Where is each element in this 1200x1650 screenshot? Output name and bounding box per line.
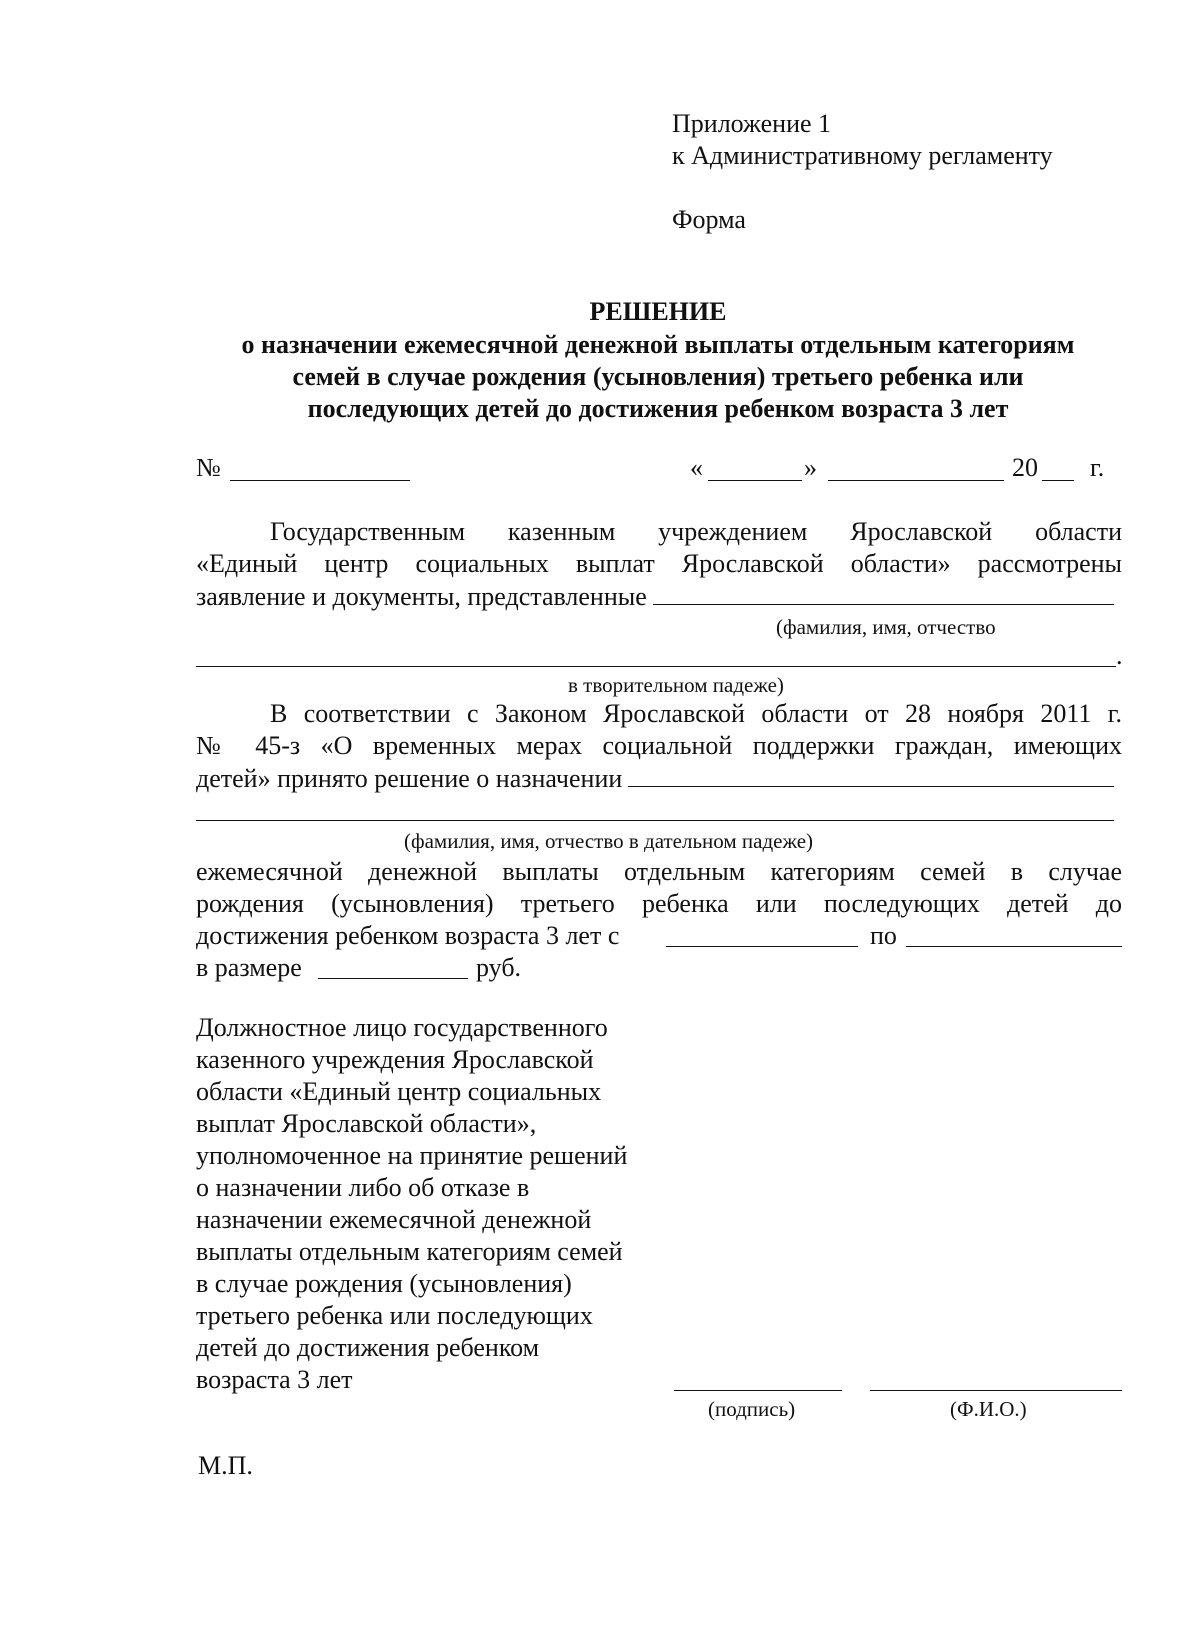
- official-line: о назначении либо об отказе в: [196, 1173, 530, 1202]
- quote-open: «: [690, 453, 703, 482]
- hint-instrumental-2: в творительном падеже): [568, 673, 784, 697]
- hint-dative: (фамилия, имя, отчество в дательном падеже): [404, 829, 814, 853]
- paragraph1-line-1: Государственным казенным учреждением Ярославской области: [270, 517, 1122, 546]
- year-field[interactable]: [1042, 480, 1074, 481]
- recipient-name-field-2[interactable]: [196, 820, 1114, 821]
- document-title: РЕШЕНИЕ: [589, 297, 727, 326]
- currency-label: руб.: [476, 953, 522, 982]
- year-suffix: г.: [1090, 453, 1105, 482]
- official-line: казенного учреждения Ярославской: [196, 1045, 594, 1074]
- paragraph2-line-2: № 45-з «О временных мерах социальной поддержки граждан, имеющих: [196, 731, 1122, 760]
- official-line: назначении ежемесячной денежной: [196, 1205, 592, 1234]
- period-mark: .: [1116, 641, 1123, 670]
- paragraph1-line-2: «Единый центр социальных выплат Ярославской области» рассмотрены: [196, 549, 1122, 578]
- form-label: Форма: [672, 205, 746, 234]
- document-subtitle-line-2: семей в случае рождения (усыновления) третьего ребенка или: [292, 362, 1024, 391]
- recipient-name-field-1[interactable]: [628, 762, 1114, 787]
- official-line: возраста 3 лет: [196, 1365, 353, 1394]
- signature-label: (подпись): [708, 1397, 796, 1421]
- paragraph2-line-1: В соответствии с Законом Ярославской области от 28 ноября 2011 г.: [270, 699, 1122, 728]
- paragraph1-line-3-text: заявление и документы, представленные: [196, 582, 647, 611]
- number-field[interactable]: [230, 480, 410, 481]
- number-sign: №: [196, 453, 221, 482]
- official-name-field[interactable]: [870, 1390, 1122, 1391]
- paragraph1-line-3: [196, 580, 1114, 613]
- official-line: детей до достижения ребенком: [196, 1333, 540, 1362]
- regulation-label: к Административному регламенту: [672, 141, 1053, 170]
- paragraph2-line-5: рождения (усыновления) третьего ребенка или последующих детей до: [196, 889, 1122, 918]
- official-line: третьего ребенка или последующих: [196, 1301, 593, 1330]
- document-subtitle-line-1: о назначении ежемесячной денежной выплаты отдельным категориям: [241, 330, 1075, 359]
- official-line: Должностное лицо государственного: [196, 1013, 608, 1042]
- official-line: выплаты отдельным категориям семей: [196, 1237, 623, 1266]
- amount-field[interactable]: [318, 978, 468, 979]
- official-line: области «Единый центр социальных: [196, 1077, 602, 1106]
- paragraph2-line-4: ежемесячной денежной выплаты отдельным категориям семей в случае: [196, 857, 1122, 886]
- name-label: (Ф.И.О.): [950, 1397, 1027, 1421]
- paragraph2-line-6-start: достижения ребенком возраста 3 лет с: [196, 921, 620, 950]
- applicant-name-field-1[interactable]: [653, 580, 1114, 605]
- official-line: в случае рождения (усыновления): [196, 1269, 572, 1298]
- paragraph2-line-3: [196, 762, 1114, 795]
- year-prefix: 20: [1012, 453, 1038, 482]
- day-field[interactable]: [708, 480, 802, 481]
- period-from-field[interactable]: [666, 946, 858, 947]
- signature-field[interactable]: [674, 1390, 842, 1391]
- applicant-name-field-2[interactable]: [196, 666, 1116, 667]
- period-to-field[interactable]: [906, 946, 1122, 947]
- month-field[interactable]: [828, 480, 1004, 481]
- official-description: [196, 1012, 627, 1396]
- paragraph2-line-6-to: по: [870, 921, 897, 950]
- official-line: выплат Ярославской области»,: [196, 1109, 537, 1138]
- stamp-place-label: М.П.: [198, 1451, 253, 1480]
- document-subtitle-line-3: последующих детей до достижения ребенком возраста 3 лет: [307, 394, 1009, 423]
- paragraph2-line-3-text: детей» принято решение о назначении: [196, 764, 623, 793]
- quote-close: »: [804, 453, 817, 482]
- appendix-label: Приложение 1: [672, 109, 832, 138]
- official-line: уполномоченное на принятие решений: [196, 1141, 628, 1170]
- hint-instrumental-1: (фамилия, имя, отчество: [776, 615, 996, 639]
- paragraph2-line-7-start: в размере: [196, 953, 302, 982]
